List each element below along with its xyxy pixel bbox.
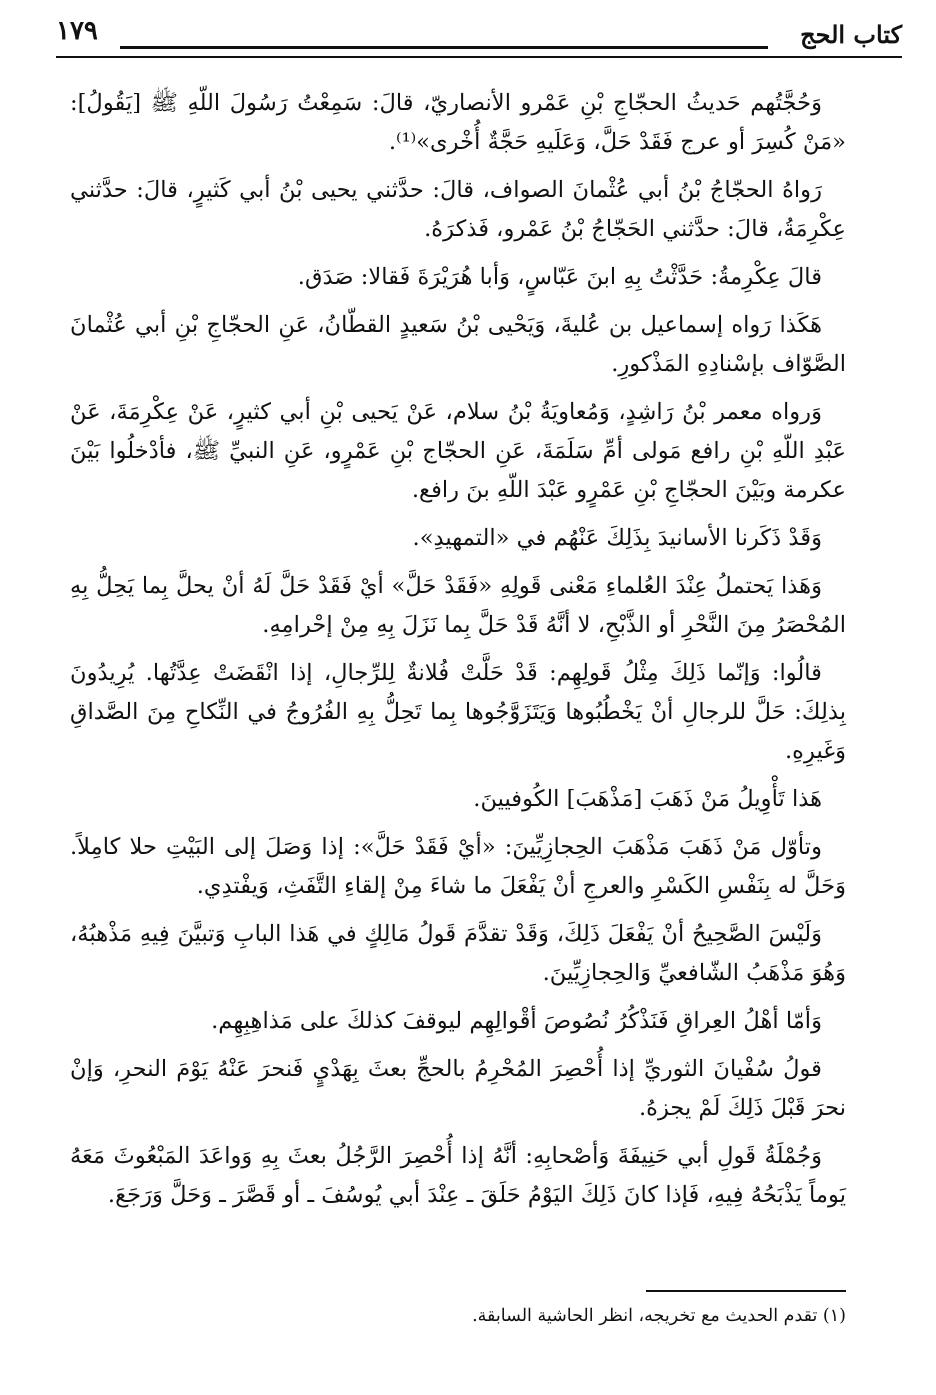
paragraph: وَلَيْسَ الصَّحِيحُ أنْ يَفْعَلَ ذَلِكَ، وَقَدْ تقدَّمَ قَولُ مَالِكٍ في هَذا البابِ وَتبيَّنَ فِيهِ مَذْهبُهُ، وَهُوَ مَذْهَبُ الشّافعيِّ وَالحِجازِيِّينَ.: [70, 921, 846, 986]
paragraph: وَقَدْ ذَكَرنا الأسانيدَ بِذَلِكَ عَنْهُم في «التمهيدِ».: [412, 525, 822, 551]
footnote-separator: [646, 1290, 846, 1292]
paragraph: وَجُمْلَةُ قَولِ أبي حَنِيفَةَ وَأصْحابِهِ: أنَّهُ إذا أُحْصِرَ الرَّجُلُ بعثَ بِهِ وَواعَدَ المَبْعُوثَ مَعَهُ يَوماً يَذْبَحُهُ فِيهِ، فَإذا كانَ ذَلِكَ اليَوْمُ حَلَقَ ـ عِنْدَ أبي يُوسُفَ ـ أو قَصَّرَ ـ وَحَلَّ وَرَجَعَ.: [70, 1143, 846, 1208]
running-title: كتاب الحج: [800, 19, 902, 49]
page-number: ١٧٩: [56, 16, 98, 46]
main-text: [70, 84, 846, 1215]
header-rule: [120, 46, 768, 49]
paragraph: وتأوّل مَنْ ذَهَبَ مَذْهَبَ الحِجازِيِّينَ: «أيْ فَقَدْ حَلَّ»: إذا وَصَلَ إلى البَيْتِ حلا كامِلاً. وَحَلَّ له بِنَفْسِ الكَسْرِ والعرجِ أنْ يَفْعَلَ ما شاءَ مِنْ إلقاءِ التَّفَثِ، وَيفْتدِي.: [70, 834, 846, 899]
footnote: (١) تقدم الحديث مع تخريجه، انظر الحاشية السابقة.: [472, 1306, 846, 1326]
paragraph: قالَ عِكْرِمةُ: حَدَّثْتُ بِهِ ابنَ عَبّاسٍ، وَأبا هُرَيْرَةَ فَقالا: صَدَق.: [297, 264, 822, 290]
paragraph: قولُ سُفْيانَ الثوريِّ إذا أُحْصِرَ المُحْرِمُ بالحجِّ بعثَ بِهَدْيٍ فَنحرَ عَنْهُ يَوْمَ النحرِ، وَإنْ نحرَ قَبْلَ ذَلِكَ لَمْ يجزهُ.: [70, 1056, 846, 1121]
paragraph: هَكَذا رَواه إسماعيل بن عُليةَ، وَيَحْيى بْنُ سَعيدٍ القطّانُ، عَنِ الحجّاجِ بْنِ أبي عُثْمانَ الصَّوّاف بإسْنادِهِ المَذْكورِ.: [70, 312, 846, 377]
paragraph: وَرواه معمر بْنُ رَاشِدٍ، وَمُعاويَةُ بْنُ سلام، عَنْ يَحيى بْنِ أبي كثيرٍ، عَنْ عِكْرِمَةَ، عَنْ عَبْدِ اللّهِ بْنِ رافع مَولى أمِّ سَلَمَةَ، عَنِ الحجّاج بْنِ عَمْرٍو، عَنِ النبيِّ ﷺ، فأدْخلُوا بَيْنَ عكرمة وبَيْنَ الحجّاجِ بْنِ عَمْرٍو عَبْدَ اللّهِ بنَ رافع.: [70, 399, 846, 503]
paragraph: وَهَذا يَحتملُ عِنْدَ العُلماءِ مَعْنى قَولِهِ «فَقَدْ حَلَّ» أيْ فَقَدْ حَلَّ لَهُ أنْ يحلَّ بِما يَحِلُّ بِهِ المُحْصَرُ مِنَ النَّحْرِ أو الذَّبْحِ، لا أنَّهُ قَدْ حَلَّ بِما نَزَلَ بِهِ مِنْ إحْرامِهِ.: [70, 573, 846, 638]
header-underline: [56, 56, 902, 58]
paragraph: وَأمّا أهْلُ العِراقِ فَنَذْكُرُ نُصُوصَ أقْوالِهِم ليوقفَ كذلكَ على مَذاهِبِهِم.: [211, 1008, 822, 1034]
paragraph: قالُوا: وَإنّما ذَلِكَ مِثْلُ قَولِهِم: قَدْ حَلَّتْ فُلانةٌ لِلرِّجالِ، إذا انْقَضَتْ عِدَّتُها. يُرِيدُونَ بِذلِكَ: حَلَّ للرجالِ أنْ يَخْطُبُوها وَيَتَزَوَّجُوها بِما تَحِلُّ بِهِ الفُرُوجُ في النِّكاحِ مِنَ الصَّداقِ وَغَيرِهِ.: [70, 660, 846, 764]
paragraph: رَواهُ الحجّاجُ بْنُ أبي عُثْمانَ الصواف، قالَ: حدَّثني يحيى بْنُ أبي كَثيرٍ، قالَ: حدَّثني عِكْرِمَةُ، قالَ: حدَّثني الحَجّاجُ بْنُ عَمْرو، فَذكرَهُ.: [70, 177, 846, 242]
paragraph: وَحُجَّتُهم حَديثُ الحجّاجِ بْنِ عَمْرو الأنصاريّ، قالَ: سَمِعْتُ رَسُولَ اللّهِ ﷺ [يَقُولُ]: «مَنْ كُسِرَ أو عرج فَقَدْ حَلَّ، وَعَلَيهِ حَجَّةٌ أُخْرى»⁽¹⁾.: [70, 90, 846, 155]
paragraph: هَذا تَأْوِيلُ مَنْ ذَهَبَ [مَذْهَبَ] الكُوفيينَ.: [473, 786, 822, 812]
